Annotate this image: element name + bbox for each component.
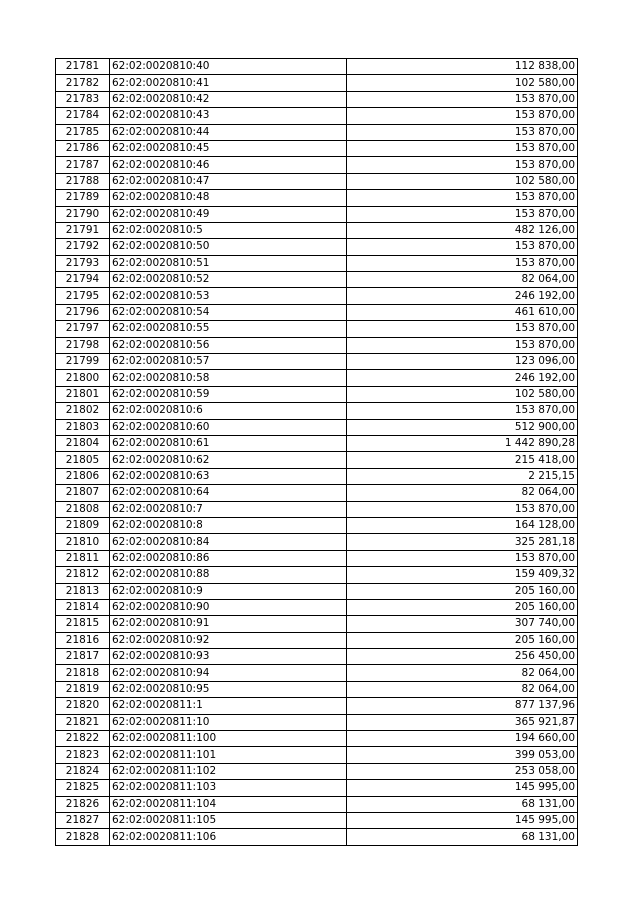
value-cell: 153 870,00 [347,108,578,124]
cadastral-number-cell: 62:02:0020810:41 [110,75,347,91]
value-cell: 82 064,00 [347,665,578,681]
row-number-cell: 21803 [56,419,110,435]
row-number-cell: 21813 [56,583,110,599]
table-row [56,731,578,747]
value-cell: 153 870,00 [347,157,578,173]
cadastral-number-cell: 62:02:0020810:64 [110,485,347,501]
cadastral-number-cell: 62:02:0020810:92 [110,632,347,648]
cadastral-number-cell: 62:02:0020811:10 [110,714,347,730]
value-cell: 461 610,00 [347,304,578,320]
cadastral-number-cell: 62:02:0020810:91 [110,616,347,632]
cadastral-number-cell: 62:02:0020810:45 [110,140,347,156]
row-number-cell: 21822 [56,731,110,747]
table-row [56,829,578,845]
table-row [56,583,578,599]
row-number-cell: 21824 [56,763,110,779]
value-cell: 365 921,87 [347,714,578,730]
row-number-cell: 21789 [56,190,110,206]
row-number-cell: 21782 [56,75,110,91]
cadastral-number-cell: 62:02:0020810:50 [110,239,347,255]
cadastral-number-cell: 62:02:0020810:47 [110,173,347,189]
table-row [56,567,578,583]
table-row [56,780,578,796]
cadastral-number-cell: 62:02:0020810:63 [110,468,347,484]
cadastral-number-cell: 62:02:0020810:53 [110,288,347,304]
value-cell: 159 409,32 [347,567,578,583]
value-cell: 1 442 890,28 [347,435,578,451]
cadastral-number-cell: 62:02:0020810:5 [110,222,347,238]
value-cell: 153 870,00 [347,550,578,566]
cadastral-number-cell: 62:02:0020810:48 [110,190,347,206]
cadastral-number-cell: 62:02:0020811:1 [110,698,347,714]
table-row [56,632,578,648]
cadastral-number-cell: 62:02:0020810:56 [110,337,347,353]
cadastral-number-cell: 62:02:0020811:103 [110,780,347,796]
row-number-cell: 21804 [56,435,110,451]
value-cell: 194 660,00 [347,731,578,747]
cadastral-number-cell: 62:02:0020810:44 [110,124,347,140]
row-number-cell: 21797 [56,321,110,337]
table-row [56,649,578,665]
row-number-cell: 21787 [56,157,110,173]
row-number-cell: 21793 [56,255,110,271]
value-cell: 102 580,00 [347,75,578,91]
cadastral-number-cell: 62:02:0020810:94 [110,665,347,681]
cadastral-number-cell: 62:02:0020810:58 [110,370,347,386]
value-cell: 153 870,00 [347,255,578,271]
table-row [56,272,578,288]
cadastral-number-cell: 62:02:0020810:93 [110,649,347,665]
cadastral-number-cell: 62:02:0020810:90 [110,599,347,615]
row-number-cell: 21809 [56,517,110,533]
row-number-cell: 21802 [56,403,110,419]
table-row [56,616,578,632]
value-cell: 153 870,00 [347,91,578,107]
value-cell: 153 870,00 [347,403,578,419]
row-number-cell: 21821 [56,714,110,730]
table-row [56,812,578,828]
table-row [56,599,578,615]
value-cell: 123 096,00 [347,354,578,370]
value-cell: 68 131,00 [347,796,578,812]
row-number-cell: 21807 [56,485,110,501]
table-row [56,304,578,320]
cadastral-number-cell: 62:02:0020810:46 [110,157,347,173]
table-row [56,419,578,435]
row-number-cell: 21811 [56,550,110,566]
value-cell: 256 450,00 [347,649,578,665]
value-cell: 153 870,00 [347,140,578,156]
row-number-cell: 21808 [56,501,110,517]
row-number-cell: 21810 [56,534,110,550]
value-cell: 112 838,00 [347,59,578,75]
row-number-cell: 21812 [56,567,110,583]
value-cell: 82 064,00 [347,681,578,697]
value-cell: 215 418,00 [347,452,578,468]
table-row [56,403,578,419]
cadastral-number-cell: 62:02:0020810:86 [110,550,347,566]
table-row [56,255,578,271]
value-cell: 205 160,00 [347,583,578,599]
value-cell: 512 900,00 [347,419,578,435]
table-row [56,386,578,402]
table-row [56,108,578,124]
table-row [56,517,578,533]
table-row [56,222,578,238]
row-number-cell: 21801 [56,386,110,402]
value-cell: 246 192,00 [347,288,578,304]
row-number-cell: 21825 [56,780,110,796]
value-cell: 399 053,00 [347,747,578,763]
value-cell: 153 870,00 [347,206,578,222]
table-row [56,714,578,730]
value-cell: 877 137,96 [347,698,578,714]
row-number-cell: 21792 [56,239,110,255]
table-row [56,354,578,370]
table-row [56,763,578,779]
value-cell: 82 064,00 [347,272,578,288]
table-row [56,435,578,451]
table-row [56,452,578,468]
table-row [56,681,578,697]
cadastral-number-cell: 62:02:0020810:84 [110,534,347,550]
table-row [56,698,578,714]
cadastral-number-cell: 62:02:0020810:8 [110,517,347,533]
row-number-cell: 21785 [56,124,110,140]
value-cell: 153 870,00 [347,501,578,517]
table-row [56,747,578,763]
row-number-cell: 21816 [56,632,110,648]
table-row [56,206,578,222]
cadastral-number-cell: 62:02:0020810:62 [110,452,347,468]
cadastral-number-cell: 62:02:0020811:100 [110,731,347,747]
value-cell: 325 281,18 [347,534,578,550]
table-row [56,124,578,140]
value-cell: 153 870,00 [347,337,578,353]
value-cell: 145 995,00 [347,812,578,828]
table-row [56,501,578,517]
value-cell: 205 160,00 [347,599,578,615]
table-row [56,91,578,107]
value-cell: 153 870,00 [347,124,578,140]
row-number-cell: 21828 [56,829,110,845]
cadastral-number-cell: 62:02:0020810:88 [110,567,347,583]
table-body [56,59,578,846]
row-number-cell: 21819 [56,681,110,697]
value-cell: 253 058,00 [347,763,578,779]
value-cell: 164 128,00 [347,517,578,533]
row-number-cell: 21823 [56,747,110,763]
row-number-cell: 21814 [56,599,110,615]
cadastral-number-cell: 62:02:0020811:101 [110,747,347,763]
value-cell: 307 740,00 [347,616,578,632]
cadastral-number-cell: 62:02:0020811:104 [110,796,347,812]
row-number-cell: 21820 [56,698,110,714]
row-number-cell: 21805 [56,452,110,468]
cadastral-number-cell: 62:02:0020810:59 [110,386,347,402]
table-row [56,75,578,91]
row-number-cell: 21786 [56,140,110,156]
table-row [56,534,578,550]
row-number-cell: 21799 [56,354,110,370]
table-row [56,337,578,353]
cadastral-number-cell: 62:02:0020811:105 [110,812,347,828]
value-cell: 2 215,15 [347,468,578,484]
value-cell: 68 131,00 [347,829,578,845]
value-cell: 153 870,00 [347,190,578,206]
table-row [56,288,578,304]
cadastral-number-cell: 62:02:0020810:49 [110,206,347,222]
table-row [56,665,578,681]
row-number-cell: 21790 [56,206,110,222]
cadastral-number-cell: 62:02:0020811:106 [110,829,347,845]
table-row [56,239,578,255]
cadastral-number-cell: 62:02:0020810:60 [110,419,347,435]
cadastral-number-cell: 62:02:0020810:42 [110,91,347,107]
table-row [56,796,578,812]
cadastral-value-table [55,58,578,846]
row-number-cell: 21827 [56,812,110,828]
row-number-cell: 21798 [56,337,110,353]
value-cell: 145 995,00 [347,780,578,796]
table-row [56,190,578,206]
row-number-cell: 21818 [56,665,110,681]
row-number-cell: 21817 [56,649,110,665]
table-row [56,59,578,75]
row-number-cell: 21788 [56,173,110,189]
value-cell: 246 192,00 [347,370,578,386]
value-cell: 82 064,00 [347,485,578,501]
table-row [56,550,578,566]
row-number-cell: 21783 [56,91,110,107]
value-cell: 482 126,00 [347,222,578,238]
row-number-cell: 21806 [56,468,110,484]
cadastral-number-cell: 62:02:0020810:61 [110,435,347,451]
table-row [56,485,578,501]
cadastral-number-cell: 62:02:0020810:54 [110,304,347,320]
table-row [56,468,578,484]
row-number-cell: 21826 [56,796,110,812]
cadastral-number-cell: 62:02:0020810:40 [110,59,347,75]
cadastral-number-cell: 62:02:0020810:9 [110,583,347,599]
table-row [56,321,578,337]
cadastral-number-cell: 62:02:0020810:43 [110,108,347,124]
table-row [56,173,578,189]
cadastral-number-cell: 62:02:0020810:55 [110,321,347,337]
row-number-cell: 21796 [56,304,110,320]
row-number-cell: 21815 [56,616,110,632]
cadastral-number-cell: 62:02:0020810:6 [110,403,347,419]
table-row [56,140,578,156]
value-cell: 102 580,00 [347,173,578,189]
value-cell: 102 580,00 [347,386,578,402]
cadastral-number-cell: 62:02:0020810:52 [110,272,347,288]
cadastral-number-cell: 62:02:0020811:102 [110,763,347,779]
table-row [56,370,578,386]
cadastral-number-cell: 62:02:0020810:57 [110,354,347,370]
row-number-cell: 21781 [56,59,110,75]
row-number-cell: 21795 [56,288,110,304]
value-cell: 153 870,00 [347,321,578,337]
table-row [56,157,578,173]
row-number-cell: 21791 [56,222,110,238]
row-number-cell: 21784 [56,108,110,124]
value-cell: 153 870,00 [347,239,578,255]
value-cell: 205 160,00 [347,632,578,648]
cadastral-number-cell: 62:02:0020810:95 [110,681,347,697]
cadastral-number-cell: 62:02:0020810:51 [110,255,347,271]
row-number-cell: 21794 [56,272,110,288]
cadastral-number-cell: 62:02:0020810:7 [110,501,347,517]
row-number-cell: 21800 [56,370,110,386]
